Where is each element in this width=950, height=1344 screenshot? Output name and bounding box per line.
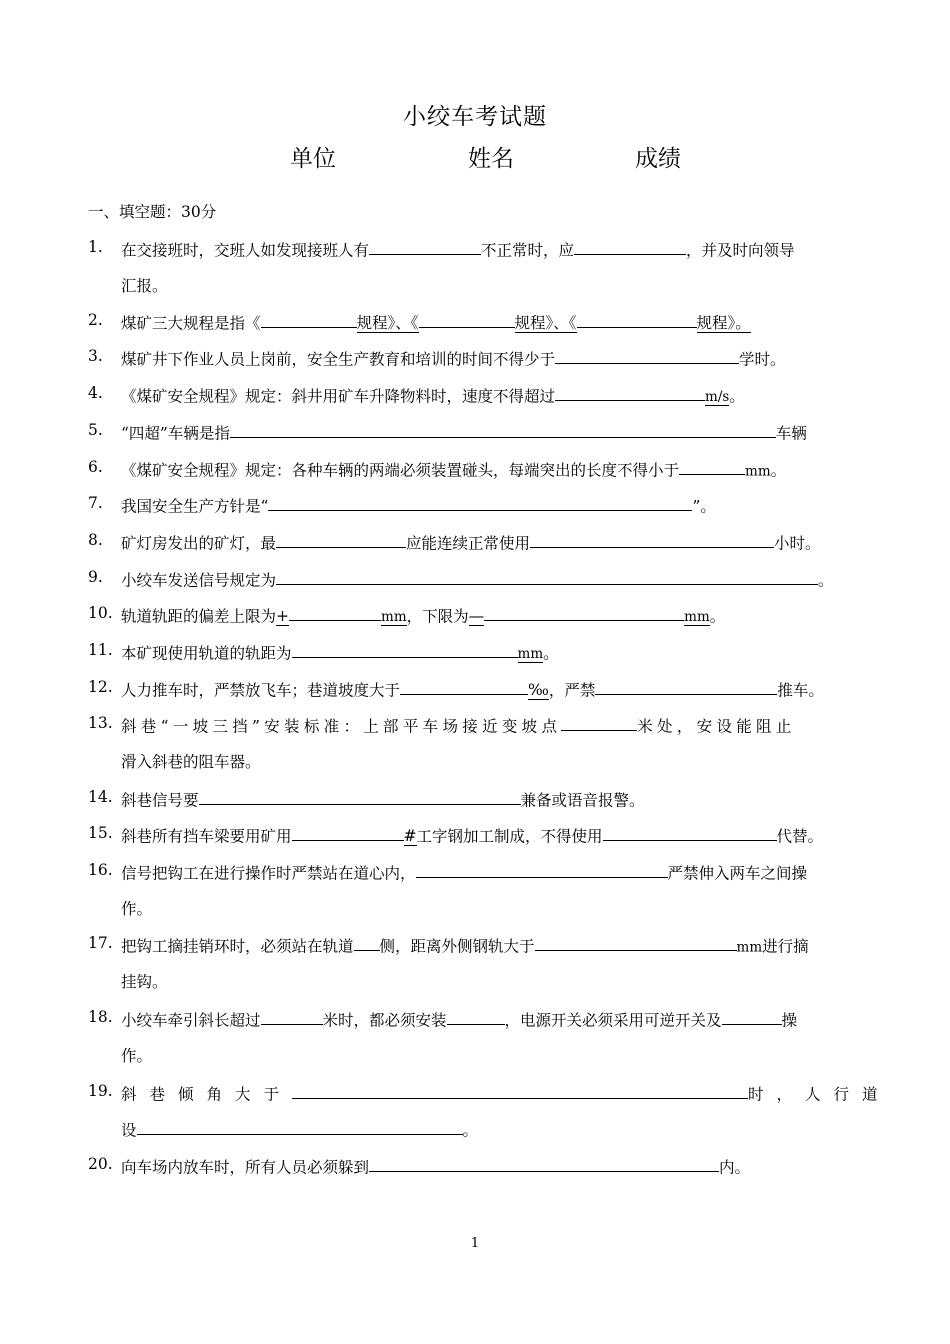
question-text: ，并及时向领导 xyxy=(686,241,795,260)
name-label: 姓名 xyxy=(468,146,514,172)
question-number: 5. xyxy=(88,421,103,439)
question-number: 9. xyxy=(88,568,103,586)
question-text: 。 xyxy=(462,1121,479,1140)
answer-blank[interactable] xyxy=(292,824,404,841)
answer-blank[interactable] xyxy=(276,531,406,548)
question-text: 《煤矿安全规程》规定：各种车辆的两端必须装置碰头，每端突出的长度不得小于 xyxy=(121,461,680,480)
answer-blank[interactable] xyxy=(484,604,684,621)
question-text: 规程》、《 xyxy=(356,314,419,333)
answer-blank[interactable] xyxy=(555,347,739,364)
answer-blank[interactable] xyxy=(137,1118,463,1135)
question-text-cont: 设 xyxy=(121,1121,137,1140)
question-text: 本矿现使用轨道的轨距为 xyxy=(121,644,292,663)
section-heading: 一、填空题：30分 xyxy=(88,203,217,221)
sign-text: + xyxy=(276,607,290,626)
question-text: 斜巷“一坡三挡”安装标准：上部平车场接近变坡点 xyxy=(121,717,562,736)
question-text: ，下限为 xyxy=(406,607,469,626)
question-text: 推车。 xyxy=(777,681,824,700)
question-text: 米时，都必须安装 xyxy=(322,1011,447,1030)
unit-text: m/s xyxy=(705,389,730,406)
question-text: 学时。 xyxy=(739,350,786,369)
page-title: 小绞车考试题 xyxy=(403,104,547,130)
sign-text: — xyxy=(468,607,485,626)
answer-blank[interactable] xyxy=(419,311,515,328)
question-number: 19. xyxy=(88,1082,113,1100)
question-text: 。 xyxy=(543,644,559,663)
question-text: 斜巷倾角大于 xyxy=(121,1085,293,1104)
question-text: 规程》、《 xyxy=(514,314,577,333)
question-text: 。 xyxy=(729,387,745,406)
unit-text: mm xyxy=(381,609,407,626)
question-text: 向车场内放车时，所有人员必须躲到 xyxy=(121,1158,370,1177)
question-text: 人力推车时，严禁放飞车；巷道坡度大于 xyxy=(121,681,401,700)
answer-blank[interactable] xyxy=(722,1008,782,1025)
question-text: 代替。 xyxy=(776,827,824,846)
answer-blank[interactable] xyxy=(261,1008,323,1025)
unit-text: mm xyxy=(736,939,763,956)
question-number: 11. xyxy=(88,641,113,659)
question-text-cont: 汇报。 xyxy=(121,277,168,295)
question-text: 米处，安设能阻止 xyxy=(637,717,796,736)
answer-blank[interactable] xyxy=(369,1155,719,1172)
question-text: 小绞车发送信号规定为 xyxy=(121,571,277,590)
answer-blank[interactable] xyxy=(535,934,737,951)
unit-text: # xyxy=(403,827,417,846)
question-text: 侧，距离外侧钢轨大于 xyxy=(379,937,535,956)
answer-blank[interactable] xyxy=(561,714,637,731)
question-number: 15. xyxy=(88,824,113,842)
question-text: 操 xyxy=(781,1011,798,1030)
question-text: ，严禁 xyxy=(548,681,596,700)
question-text: 进行摘 xyxy=(762,937,809,956)
answer-blank[interactable] xyxy=(292,1082,748,1099)
answer-blank[interactable] xyxy=(268,494,692,511)
question-text: 煤矿三大规程是指《 xyxy=(121,314,261,333)
answer-blank[interactable] xyxy=(230,421,776,438)
unit-text: mm xyxy=(684,609,710,626)
question-text: 我国安全生产方针是“ xyxy=(121,497,269,516)
question-text: 小绞车牵引斜长超过 xyxy=(121,1011,261,1030)
unit-text: mm xyxy=(745,463,771,480)
question-text: 信号把钩工在进行操作时严禁站在道心内， xyxy=(121,864,416,883)
question-number: 17. xyxy=(88,934,113,952)
answer-blank[interactable] xyxy=(354,934,380,951)
answer-blank[interactable] xyxy=(261,311,357,328)
question-text: 把钩工摘挂销环时，必须站在轨道 xyxy=(121,937,354,956)
question-number: 1. xyxy=(88,238,103,256)
answer-blank[interactable] xyxy=(530,531,774,548)
question-number: 6. xyxy=(88,458,103,476)
answer-blank[interactable] xyxy=(289,604,381,621)
question-number: 4. xyxy=(88,384,103,402)
question-text: 严禁伸入两车之间操 xyxy=(667,864,808,883)
question-text: 煤矿井下作业人员上岗前，安全生产教育和培训的时间不得少于 xyxy=(121,350,556,369)
answer-blank[interactable] xyxy=(603,824,777,841)
question-text-cont: 作。 xyxy=(121,1047,153,1065)
question-text: 矿灯房发出的矿灯，最 xyxy=(121,534,277,553)
question-text: 兼备或语音报警。 xyxy=(520,791,645,810)
question-text: 。 xyxy=(770,461,787,480)
answer-blank[interactable] xyxy=(574,238,686,255)
question-text: 不正常时，应 xyxy=(481,241,575,260)
score-label: 成绩 xyxy=(635,146,681,172)
question-number: 10. xyxy=(88,604,113,622)
question-text: 斜巷所有挡车梁要用矿用 xyxy=(121,827,292,846)
question-number: 13. xyxy=(88,714,113,732)
question-text: ，电源开关必须采用可逆开关及 xyxy=(504,1011,722,1030)
question-number: 7. xyxy=(88,494,103,512)
question-number: 2. xyxy=(88,311,103,329)
answer-blank[interactable] xyxy=(199,788,521,805)
answer-blank[interactable] xyxy=(555,384,705,401)
answer-blank[interactable] xyxy=(577,311,697,328)
answer-blank[interactable] xyxy=(292,641,518,658)
question-number: 16. xyxy=(88,861,113,879)
question-text: 内。 xyxy=(719,1158,751,1177)
answer-blank[interactable] xyxy=(369,238,481,255)
unit-label: 单位 xyxy=(290,146,336,172)
unit-text: mm xyxy=(517,646,544,663)
question-text: 应能连续正常使用 xyxy=(406,534,531,553)
answer-blank[interactable] xyxy=(416,861,668,878)
answer-blank[interactable] xyxy=(679,458,745,475)
question-text: 规程》。 xyxy=(696,314,751,333)
question-text-cont: 作。 xyxy=(121,900,153,918)
question-text-cont: 滑入斜巷的阻车器。 xyxy=(121,753,261,771)
question-text: 。 xyxy=(709,607,726,626)
answer-blank[interactable] xyxy=(447,1008,505,1025)
question-number: 20. xyxy=(88,1155,113,1173)
question-number: 14. xyxy=(88,788,113,806)
question-text: 时，人行道 xyxy=(748,1085,891,1104)
question-text: “四超”车辆是指 xyxy=(121,424,230,443)
question-text: ”。 xyxy=(692,497,716,516)
question-text: 小时。 xyxy=(774,534,821,553)
question-text: 工字钢加工制成，不得使用 xyxy=(416,827,603,846)
answer-blank[interactable] xyxy=(595,678,777,695)
question-number: 3. xyxy=(88,347,103,365)
question-text-cont: 挂钩。 xyxy=(121,973,168,991)
question-text: 《煤矿安全规程》规定：斜井用矿车升降物料时，速度不得超过 xyxy=(121,387,556,406)
question-number: 12. xyxy=(88,678,113,696)
question-text: 斜巷信号要 xyxy=(121,791,199,810)
answer-blank[interactable] xyxy=(276,568,818,585)
unit-text: ‰ xyxy=(528,681,549,700)
question-text: 在交接班时，交班人如发现接班人有 xyxy=(121,241,370,260)
answer-blank[interactable] xyxy=(400,678,528,695)
question-text: 轨道轨距的偏差上限为 xyxy=(121,607,277,626)
question-text: 。 xyxy=(818,571,834,590)
question-number: 8. xyxy=(88,531,103,549)
question-number: 18. xyxy=(88,1008,113,1026)
page-number: 1 xyxy=(470,1236,480,1251)
question-text: 车辆 xyxy=(775,424,807,443)
